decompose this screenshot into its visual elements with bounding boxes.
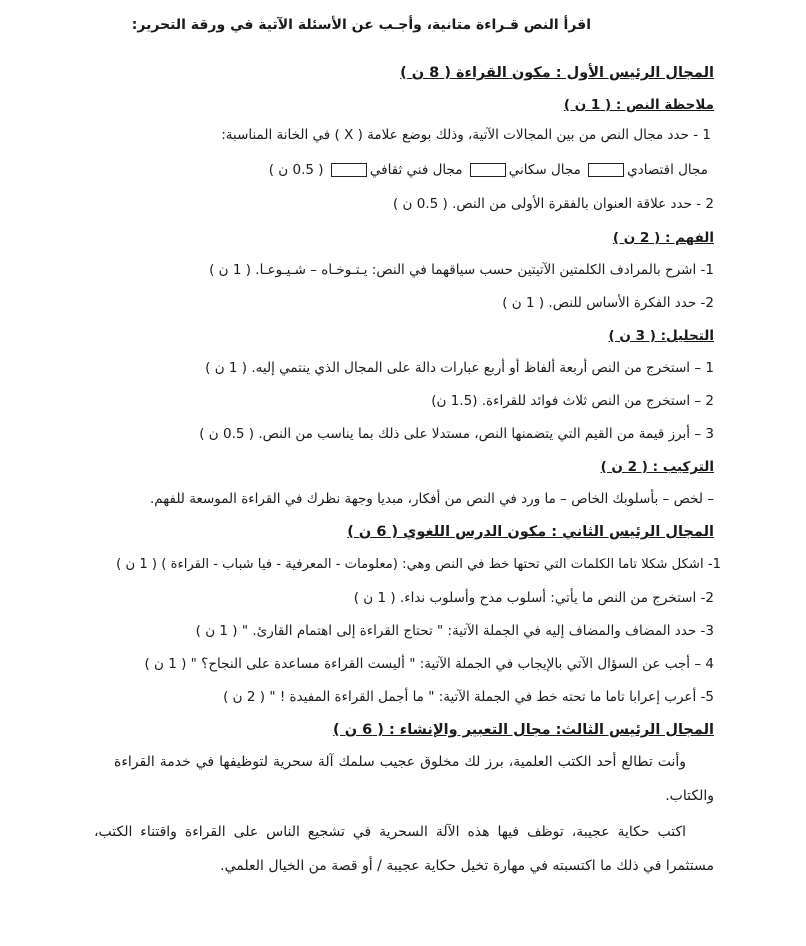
option-economic-box[interactable] — [588, 163, 624, 177]
option-population-box[interactable] — [470, 163, 506, 177]
option-economic-label: مجال اقتصادي — [627, 162, 708, 178]
writing-prompt-task: اكتب حكاية عجيبة، توظف فيها هذه الآلة السحرية في تشجيع الناس على القراءة واقتناء الكتب، مستثمرا في ذلك ما اكتسبته في مهارة تخيل حكاية عجيبة / أو قصة من الخيال العلمي. — [94, 824, 714, 874]
option-art-box[interactable] — [331, 163, 367, 177]
section3-title: المجال الرئيس الثالث: مجال التعبير والإنشاء : ( 6 ن ) — [333, 722, 714, 738]
comprehension-q1: 1- اشرح بالمرادف الكلمتين الآتيتين حسب سياقهما في النص: يـتـوخـاه – شـيـوعـا. ( 1 ن ) — [209, 262, 714, 278]
analysis-q3: 3 – أبرز قيمة من القيم التي يتضمنها النص، مستدلا على ذلك بما يناسب من النص. ( 0.5 ن ) — [199, 426, 714, 442]
section2-title: المجال الرئيس الثاني : مكون الدرس اللغوي ( 6 ن ) — [347, 524, 714, 540]
language-q3: 3- حدد المضاف والمضاف إليه في الجملة الآتية: " تحتاج القراءة إلى اهتمام القارئ. " ( 1 ن ) — [195, 623, 714, 639]
option-art-label: مجال فني ثقافي — [369, 162, 463, 178]
synthesis-heading: التركيب : ( 2 ن ) — [600, 459, 714, 475]
language-q1: 1- اشكل شكلا تاما الكلمات التي تحتها خط في النص وهي: (معلومات - المعرفية - فيا شباب - القراءة ) ( 1 ن ) — [116, 557, 721, 572]
language-q2: 2- استخرج من النص ما يأتي: أسلوب مدح وأسلوب نداء. ( 1 ن ) — [353, 590, 714, 606]
observation-q2: 2 - حدد علاقة العنوان بالفقرة الأولى من النص. ( 0.5 ن ) — [392, 196, 714, 212]
domain-options — [269, 160, 708, 180]
option-points: ( 0.5 ن ) — [268, 162, 324, 178]
section1-title: المجال الرئيس الأول : مكون القراءة ( 8 ن ) — [400, 65, 714, 81]
instructions: اقرأ النص قـراءة متانية، وأجـب عن الأسئلة الآتية في ورقة التحرير: — [131, 17, 591, 33]
analysis-q1: 1 – استخرج من النص أربعة ألفاظ أو أربع عبارات دالة على المجال الذي ينتمي إليه. ( 1 ن ) — [205, 360, 714, 376]
language-q4: 4 – أجب عن السؤال الآتي بالإيجاب في الجملة الآتية: " أليست القراءة مساعدة على النجاح؟ " ( 1 ن ) — [144, 656, 714, 672]
option-population-label: مجال سكاني — [508, 162, 581, 178]
synthesis-q1: – لخص – بأسلوبك الخاص – ما ورد في النص من أفكار، مبديا وجهة نظرك في القراءة الموسعة للفهم. — [150, 491, 714, 507]
observation-heading: ملاحظة النص : ( 1 ن ) — [563, 97, 714, 113]
comprehension-heading: الفهم : ( 2 ن ) — [612, 230, 714, 246]
comprehension-q2: 2- حدد الفكرة الأساس للنص. ( 1 ن ) — [502, 295, 714, 311]
writing-prompt-context: وأنت تطالع أحد الكتب العلمية، برز لك مخلوق عجيب سلمك آلة سحرية لتوظيفها في خدمة القراءة والكتاب. — [114, 754, 714, 804]
analysis-q2: 2 – استخرج من النص ثلاث فوائد للقراءة. (1.5 ن) — [431, 393, 714, 409]
language-q5: 5- أعرب إعرابا تاما ما تحته خط في الجملة الآتية: " ما أجمل القراءة المفيدة ! " ( 2 ن ) — [223, 689, 714, 705]
observation-q1: 1 - حدد مجال النص من بين المجالات الآتية، وذلك بوضع علامة ( X ) في الخانة المناسبة: — [221, 127, 711, 143]
analysis-heading: التحليل: ( 3 ن ) — [608, 328, 714, 344]
